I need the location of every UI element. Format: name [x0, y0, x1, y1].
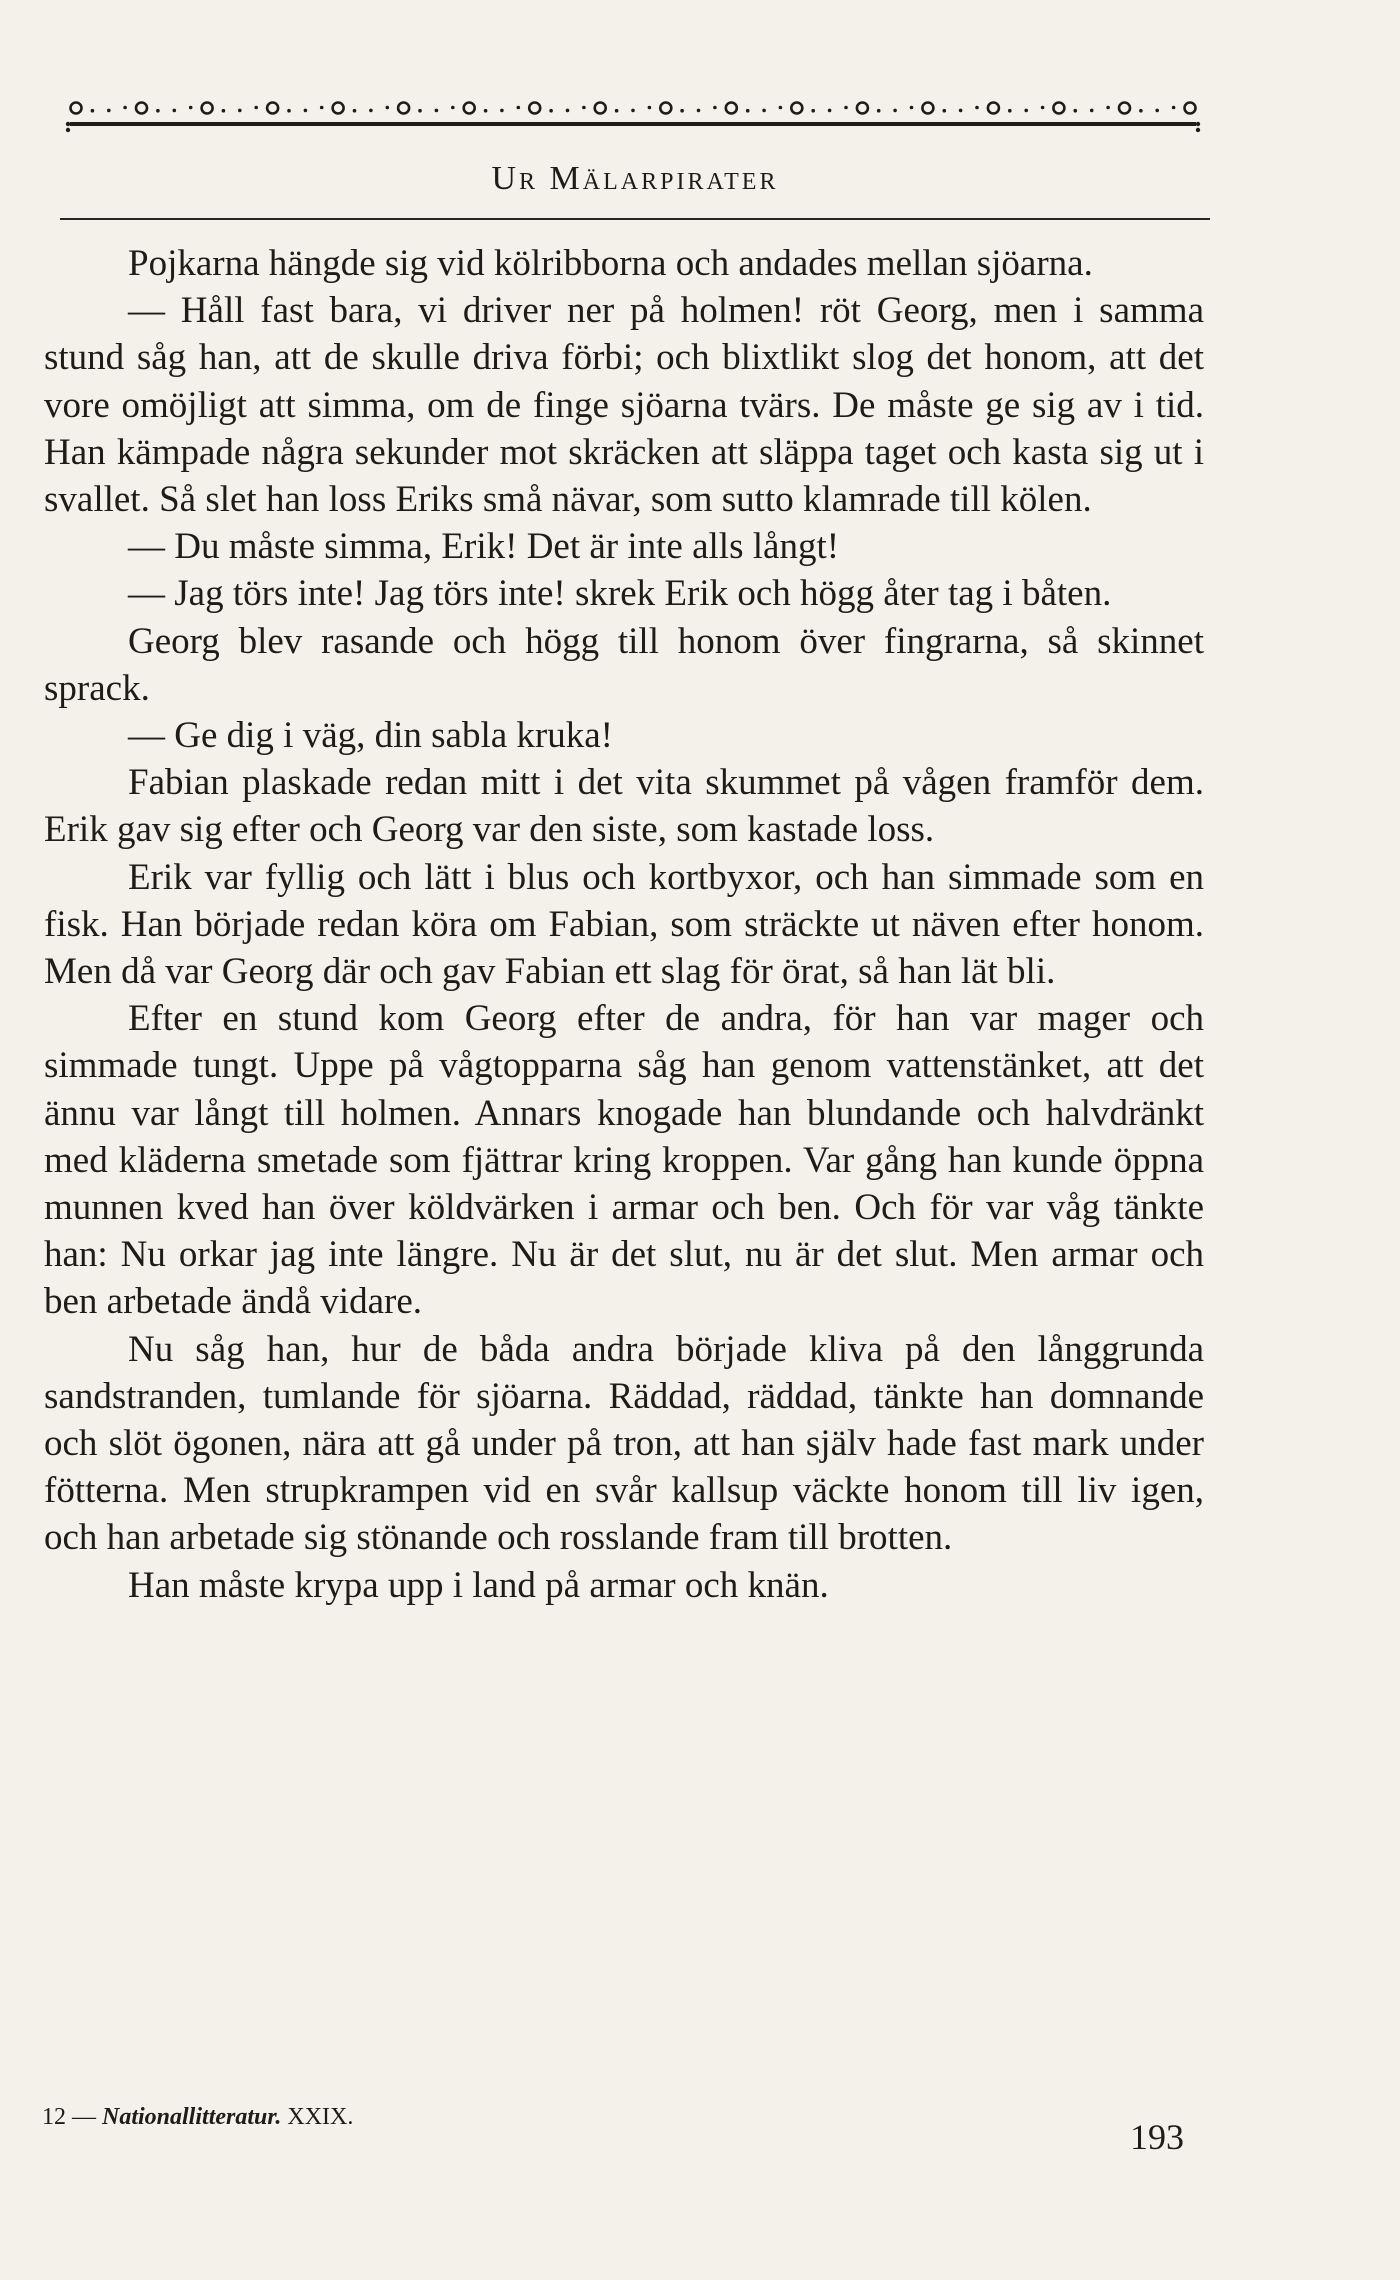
ornament-dot [369, 109, 373, 113]
ornament-dot [943, 109, 947, 113]
page-footer [42, 2104, 1212, 2164]
body-text [44, 240, 1204, 1609]
ornament-dot [435, 109, 439, 113]
paragraph: Erik var fyllig och lätt i blus och kortbyxor, och han simmade som en fisk. Han började redan köra om Fabian, som sträckte ut näven efter honom. Men då var Georg där och gav Fabian ett slag för örat, så han lät bli. [44, 856, 1204, 993]
ornament-dot [582, 106, 586, 110]
header-rule [60, 218, 1210, 220]
ornament-ring [595, 103, 606, 114]
ornament-ring [660, 103, 671, 114]
ornament-dot [877, 109, 881, 113]
ornament-dot [1074, 109, 1078, 113]
ornament-ring [267, 103, 278, 114]
ornament-dot [779, 106, 783, 110]
ornament-dot [680, 109, 684, 113]
ornament-ring [726, 103, 737, 114]
ornament-dot [451, 106, 455, 110]
paragraph: — Jag törs inte! Jag törs inte! skrek Erik och högg åter tag i båten. [128, 573, 1112, 615]
ornament-dot [156, 109, 160, 113]
ornament-dot [123, 106, 127, 110]
signature-publication: Nationallitteratur. [102, 2104, 282, 2130]
signature-volume: XXIX. [287, 2104, 354, 2130]
ornament-dot [1172, 106, 1176, 110]
ornament-dot [1155, 109, 1159, 113]
page-number: 193 [1130, 2117, 1184, 2157]
paragraph: Pojkarna hängde sig vid kölribborna och andades mellan sjöarna. [128, 243, 1093, 284]
ornament-ring [922, 103, 933, 114]
running-head: Ur Mälarpirater [491, 160, 779, 197]
ornament-dot [910, 106, 914, 110]
ornament-dot [238, 109, 242, 113]
paragraph: Han måste krypa upp i land på armar och knän. [128, 1564, 829, 1606]
ornament-dot [517, 106, 521, 110]
ornament-dot [746, 109, 750, 113]
ornament-dot [615, 109, 619, 113]
ornament-dot [697, 109, 701, 113]
ornament-ring [988, 103, 999, 114]
ornament-dot [648, 106, 652, 110]
paragraph: Nu såg han, hur de båda andra började kliva på den långgrunda sandstranden, tumlande för sjöarna. Räddad, räddad, tänkte han domnande och slöt ögonen, nära att gå under på tron, att han själv hade fast mark under fötterna. Men strupkrampen vid en svår kallsup väckte honom till liv igen, och han arbetade sig stönande och rosslande fram till brotten. [44, 1328, 1204, 1559]
ornament-dot [500, 109, 504, 113]
ornament-dot [287, 109, 291, 113]
ornament-dot [386, 106, 390, 110]
ornament-dot [828, 109, 832, 113]
ornament-dot [549, 109, 553, 113]
paragraph: — Du måste simma, Erik! Det är inte alls långt! [128, 526, 840, 568]
ornament-dot [1139, 109, 1143, 113]
ornament-dot [713, 106, 717, 110]
ornament-dot [631, 109, 635, 113]
ornament-ring [136, 103, 147, 114]
ornament-ring [1119, 103, 1130, 114]
ornament-ring [398, 103, 409, 114]
ornament-dot [1041, 106, 1045, 110]
ornament-dot [566, 109, 570, 113]
ornament-ring [333, 103, 344, 114]
ornament-dot [1090, 109, 1094, 113]
ornament-dot [91, 109, 95, 113]
ornament-dot [844, 106, 848, 110]
ornament-dot [1008, 109, 1012, 113]
ornament-dot [418, 109, 422, 113]
ornament-dot [173, 109, 177, 113]
ornament-dot [1024, 109, 1028, 113]
ornament-ring [202, 103, 213, 114]
ornament-ring [1185, 103, 1196, 114]
ornament-dot [189, 106, 193, 110]
ornament-ring [791, 103, 802, 114]
ornament-dot [1106, 106, 1110, 110]
ornament-dot [959, 109, 963, 113]
printer-signature [42, 2104, 353, 2131]
paragraph: — Ge dig i väg, din sabla kruka! [128, 715, 613, 757]
paragraph: — Håll fast bara, vi driver ner på holmen! röt Georg, men i samma stund såg han, att de skulle driva förbi; och blixtlikt slog det honom, att det vore omöjligt att simma, om de finge sjöarna tvärs. De måste ge sig av i tid. Han kämpade några sekunder mot skräcken att släppa taget och kasta sig ut i svallet. Så slet han loss Eriks små nävar, som sutto klamrade till kölen. [44, 290, 1204, 521]
paragraph: Efter en stund kom Georg efter de andra, för han var mager och simmade tungt. Uppe på vågtopparna såg han genom vattenstänket, att det ännu var långt till holmen. Annars knogade han blundande och halvdränkt med kläderna smetade som fjättrar kring kroppen. Var gång han kunde öppna munnen kved han över köldvärken i armar och ben. Och för var våg tänkte han: Nu orkar jag inte längre. Nu är det slut, nu är det slut. Men armar och ben arbetade ändå vidare. [44, 998, 1204, 1323]
paragraph: Fabian plaskade redan mitt i det vita skummet på vågen framför dem. Erik gav sig efter och Georg var den siste, som kastade loss. [44, 762, 1204, 851]
ornament-dot [975, 106, 979, 110]
ornamental-border [62, 92, 1204, 136]
signature-number: 12 [42, 2104, 66, 2130]
ornament-dot [320, 106, 324, 110]
ornament-ring [71, 103, 82, 114]
ornament-dot [484, 109, 488, 113]
ornament-dot [107, 109, 111, 113]
ornament-dot [762, 109, 766, 113]
ornament-dot [304, 109, 308, 113]
paragraph: Georg blev rasande och högg till honom över fingrarna, så skinnet sprack. [44, 620, 1204, 709]
ornament-ring [464, 103, 475, 114]
ornament-dot [254, 106, 258, 110]
ornament-ring [857, 103, 868, 114]
ornament-ring [1053, 103, 1064, 114]
ornament-ring [529, 103, 540, 114]
ornament-dot [893, 109, 897, 113]
ornament-dot [222, 109, 226, 113]
ornament-dot [811, 109, 815, 113]
signature-dash: — [72, 2104, 96, 2130]
ornament-dot [353, 109, 357, 113]
